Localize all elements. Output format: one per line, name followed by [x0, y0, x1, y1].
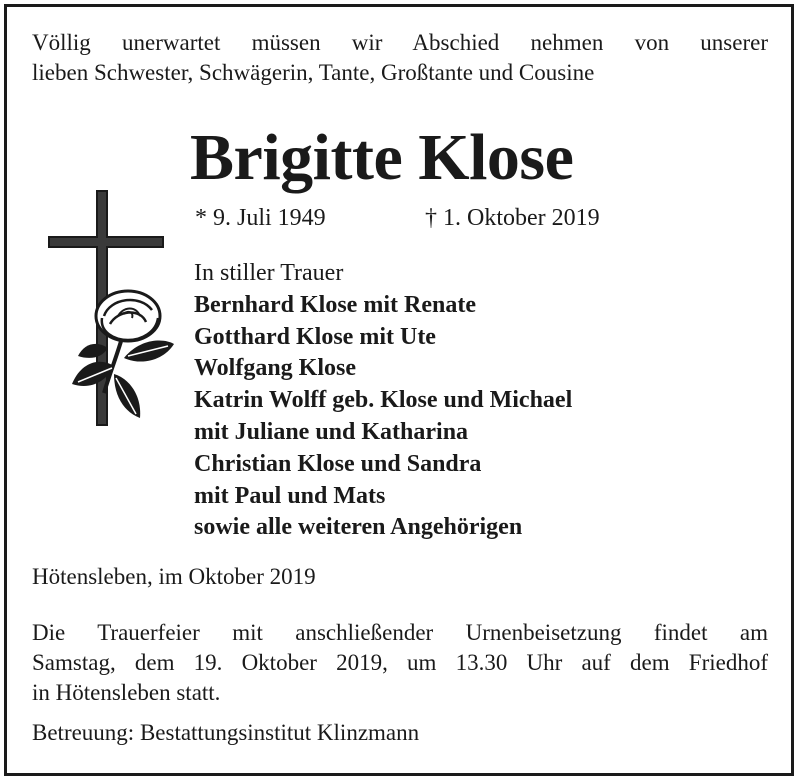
- service-line-2: Samstag, dem 19. Oktober 2019, um 13.30 Uhr auf dem Friedhof: [32, 650, 768, 675]
- mourner-line: Wolfgang Klose: [194, 355, 357, 382]
- mourner-line: mit Paul und Mats: [194, 482, 386, 509]
- place-and-date: Hötensleben, im Oktober 2019: [32, 564, 316, 589]
- funeral-home: Betreuung: Bestattungsinstitut Klinzmann: [32, 720, 420, 745]
- service-line-1: Die Trauerfeier mit anschließender Urnenbeisetzung findet am: [32, 620, 768, 645]
- mourning-heading: In stiller Trauer: [194, 260, 344, 286]
- mourner-line: Gotthard Klose mit Ute: [194, 323, 436, 350]
- mourner-line: mit Juliane und Katharina: [194, 418, 469, 445]
- mourner-line: Bernhard Klose mit Renate: [194, 291, 476, 318]
- cross-with-rose-icon: [44, 188, 174, 428]
- mourner-line: Christian Klose und Sandra: [194, 450, 482, 477]
- service-info: [32, 618, 768, 708]
- mourner-line: sowie alle weiteren Angehörigen: [194, 514, 523, 541]
- intro-line-1: Völlig unerwartet müssen wir Abschied nehmen von unserer: [32, 30, 768, 55]
- mourner-line: Katrin Wolff geb. Klose und Michael: [194, 387, 573, 414]
- death-date: † 1. Oktober 2019: [425, 205, 600, 231]
- mourners-block: [194, 258, 572, 544]
- deceased-name: Brigitte Klose: [190, 121, 574, 194]
- birth-date: * 9. Juli 1949: [195, 205, 326, 231]
- intro-line-2: lieben Schwester, Schwägerin, Tante, Großtante und Cousine: [32, 60, 595, 85]
- service-line-3: in Hötensleben statt.: [32, 680, 221, 705]
- intro-text: [32, 28, 768, 88]
